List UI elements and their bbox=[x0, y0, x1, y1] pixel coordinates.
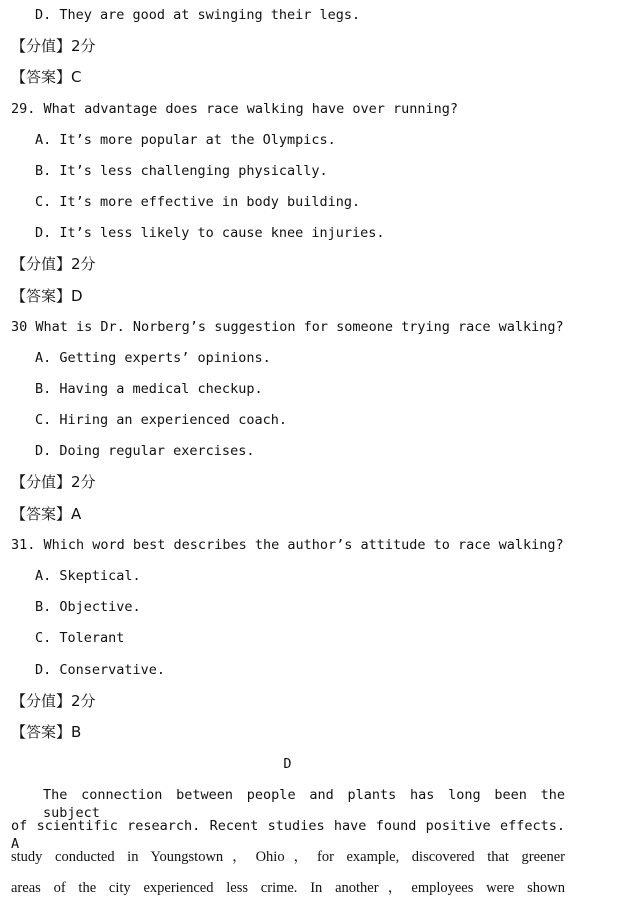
q31-question: 31. Which word best describes the author’s attitude to race walking? bbox=[11, 537, 564, 553]
passage-line-2: of scientific research. Recent studies have found positive effects. A bbox=[11, 818, 565, 852]
q31-option-a: A. Skeptical. bbox=[35, 568, 141, 584]
q30-option-c: C. Hiring an experienced coach. bbox=[35, 412, 287, 428]
q28-option-d: D. They are good at swinging their legs. bbox=[35, 7, 361, 23]
q30-answer: 【答案】A bbox=[11, 505, 82, 523]
q28-answer: 【答案】C bbox=[11, 68, 82, 86]
section-d-heading: D bbox=[283, 756, 292, 772]
q31-option-c: C. Tolerant bbox=[35, 630, 125, 646]
passage-line-4: areas of the city experienced less crime. In another，employees were shown bbox=[11, 880, 565, 896]
q31-option-b: B. Objective. bbox=[35, 599, 141, 615]
q29-option-a: A. It’s more popular at the Olympics. bbox=[35, 132, 336, 148]
q29-answer: 【答案】D bbox=[11, 287, 83, 305]
q28-score: 【分值】2分 bbox=[11, 37, 96, 55]
q29-question: 29. What advantage does race walking have over running? bbox=[11, 101, 459, 117]
q31-score: 【分值】2分 bbox=[11, 692, 96, 710]
q30-option-d: D. Doing regular exercises. bbox=[35, 443, 255, 459]
q30-option-a: A. Getting experts’ opinions. bbox=[35, 350, 271, 366]
q30-option-b: B. Having a medical checkup. bbox=[35, 381, 263, 397]
q31-option-d: D. Conservative. bbox=[35, 662, 166, 678]
q30-question: 30 What is Dr. Norberg’s suggestion for someone trying race walking? bbox=[11, 319, 564, 335]
passage-line-3: study conducted in Youngstown，Ohio，for example, discovered that greener bbox=[11, 849, 565, 865]
passage-line-1: The connection between people and plants has long been the subject bbox=[43, 787, 565, 821]
q29-option-d: D. It’s less likely to cause knee injuries. bbox=[35, 225, 385, 241]
q29-score: 【分值】2分 bbox=[11, 255, 96, 273]
q30-score: 【分值】2分 bbox=[11, 473, 96, 491]
q29-option-b: B. It’s less challenging physically. bbox=[35, 163, 328, 179]
q31-answer: 【答案】B bbox=[11, 723, 82, 741]
q29-option-c: C. It’s more effective in body building. bbox=[35, 194, 361, 210]
